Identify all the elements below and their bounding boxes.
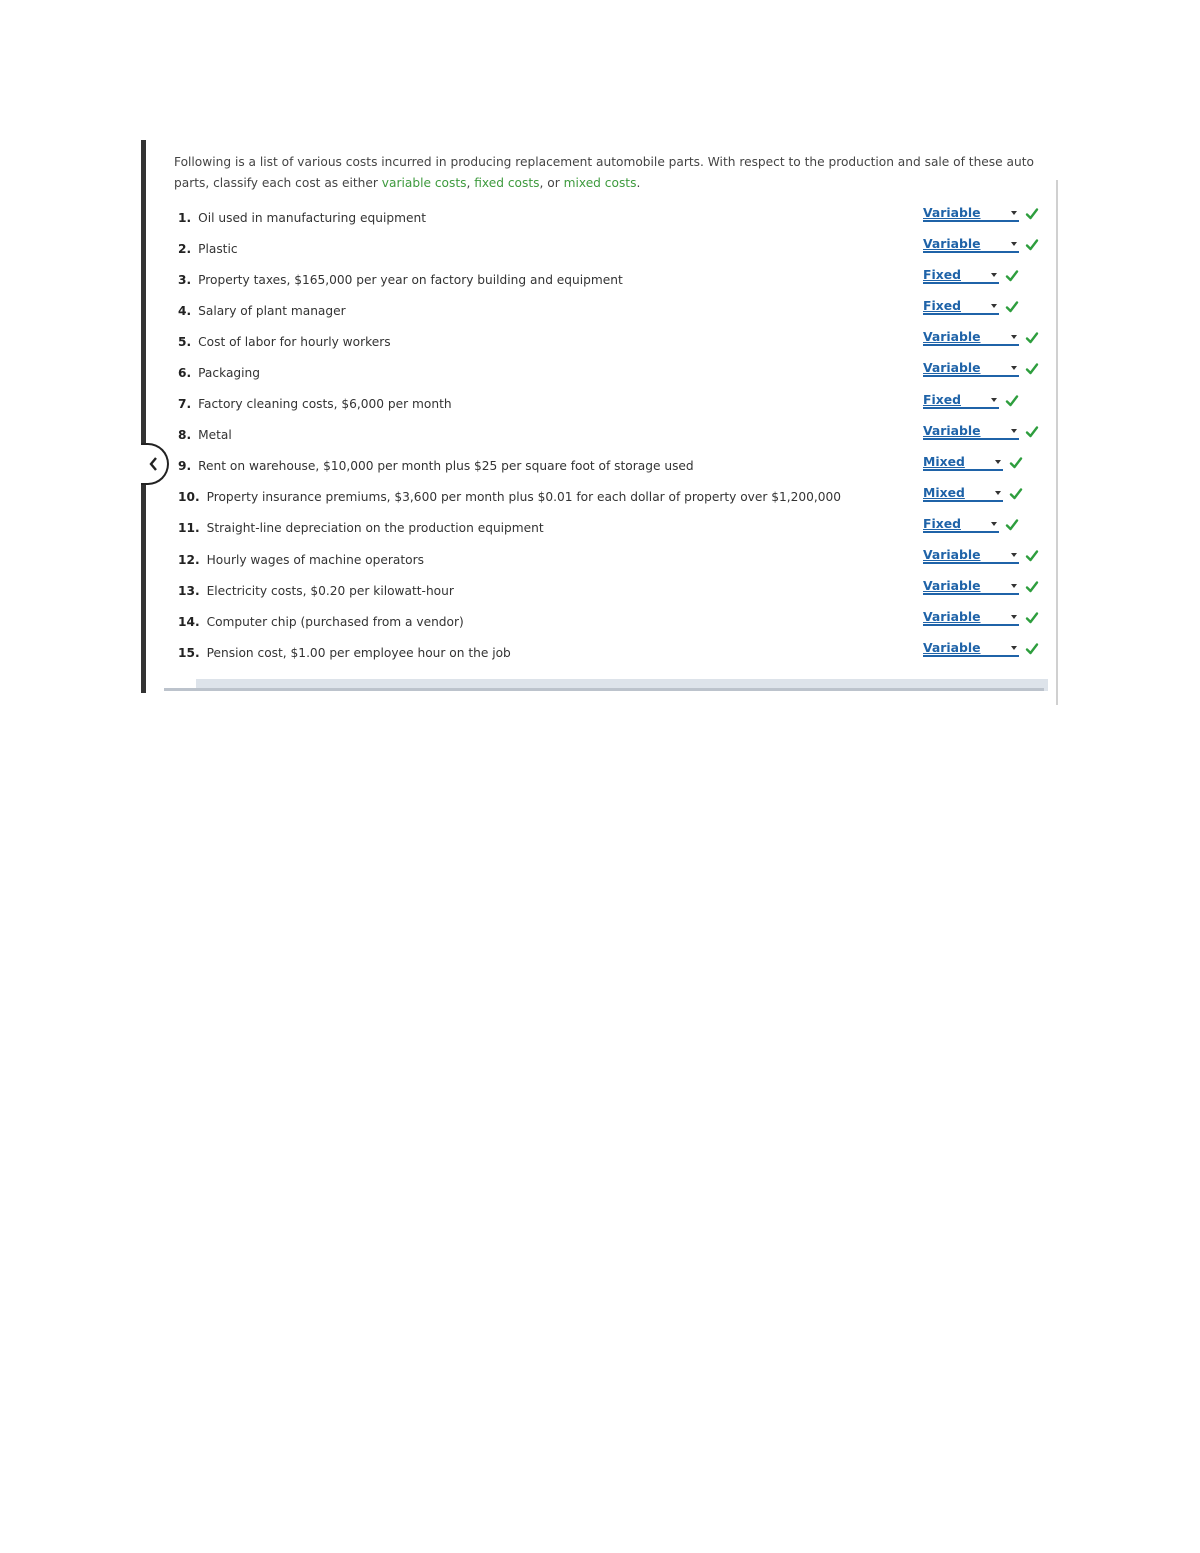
dropdown-selected-value: Mixed xyxy=(923,453,965,469)
question-row xyxy=(178,264,1048,295)
classification-dropdown[interactable] xyxy=(923,455,1003,471)
answer-group xyxy=(923,361,1039,377)
check-icon xyxy=(1005,518,1019,532)
check-icon xyxy=(1025,580,1039,594)
question-row xyxy=(178,606,1048,637)
classification-dropdown[interactable] xyxy=(923,486,1003,502)
check-icon xyxy=(1025,207,1039,221)
question-number: 8. xyxy=(178,428,192,443)
question-number: 9. xyxy=(178,459,192,474)
question-number: 2. xyxy=(178,241,192,256)
chevron-down-icon xyxy=(991,398,997,402)
dropdown-selected-value: Mixed xyxy=(923,484,965,500)
question-number: 10. xyxy=(178,490,200,505)
question-number: 11. xyxy=(178,521,200,536)
check-icon xyxy=(1025,425,1039,439)
dropdown-selected-value: Fixed xyxy=(923,267,961,283)
answer-group xyxy=(923,486,1023,502)
question-list xyxy=(178,202,1048,668)
answer-group xyxy=(923,424,1039,440)
question-row xyxy=(178,389,1048,420)
panel-bottom-divider xyxy=(164,688,1044,691)
question-row xyxy=(178,357,1048,388)
chevron-down-icon xyxy=(1011,242,1017,246)
answer-group xyxy=(923,299,1019,315)
collapse-sidebar-button[interactable] xyxy=(141,443,169,485)
question-text: Salary of plant manager xyxy=(198,303,346,318)
chevron-down-icon xyxy=(1011,335,1017,339)
question-number: 6. xyxy=(178,366,192,381)
check-icon xyxy=(1025,331,1039,345)
classification-dropdown[interactable] xyxy=(923,610,1019,626)
classification-dropdown[interactable] xyxy=(923,548,1019,564)
dropdown-selected-value: Variable xyxy=(923,422,981,438)
chevron-down-icon xyxy=(1011,366,1017,370)
dropdown-selected-value: Fixed xyxy=(923,515,961,531)
question-text: Cost of labor for hourly workers xyxy=(198,334,391,349)
dropdown-selected-value: Variable xyxy=(923,578,981,594)
question-number: 1. xyxy=(178,210,192,225)
question-row xyxy=(178,575,1048,606)
question-text: Metal xyxy=(198,428,232,443)
question-text: Plastic xyxy=(198,241,238,256)
dropdown-selected-value: Variable xyxy=(923,329,981,345)
classification-dropdown[interactable] xyxy=(923,268,999,284)
term-fixed-costs[interactable]: fixed costs xyxy=(474,176,540,190)
chevron-down-icon xyxy=(1011,553,1017,557)
answer-group xyxy=(923,455,1023,471)
answer-group xyxy=(923,206,1039,222)
question-row xyxy=(178,513,1048,544)
check-icon xyxy=(1025,549,1039,563)
classification-dropdown[interactable] xyxy=(923,517,999,533)
question-text: Hourly wages of machine operators xyxy=(206,552,424,567)
answer-group xyxy=(923,610,1039,626)
question-number: 4. xyxy=(178,303,192,318)
chevron-down-icon xyxy=(991,273,997,277)
check-icon xyxy=(1025,611,1039,625)
question-text: Electricity costs, $0.20 per kilowatt-hour xyxy=(206,583,454,598)
question-row xyxy=(178,202,1048,233)
question-text: Property taxes, $165,000 per year on factory building and equipment xyxy=(198,272,623,287)
check-icon xyxy=(1009,456,1023,470)
vertical-scrollbar[interactable] xyxy=(1056,180,1058,705)
question-number: 7. xyxy=(178,397,192,412)
question-number: 15. xyxy=(178,645,200,660)
classification-dropdown[interactable] xyxy=(923,579,1019,595)
answer-group xyxy=(923,579,1039,595)
classification-dropdown[interactable] xyxy=(923,206,1019,222)
question-row xyxy=(178,420,1048,451)
answer-group xyxy=(923,517,1019,533)
classification-dropdown[interactable] xyxy=(923,330,1019,346)
answer-group xyxy=(923,393,1019,409)
dropdown-selected-value: Fixed xyxy=(923,391,961,407)
answer-group xyxy=(923,268,1019,284)
chevron-left-icon xyxy=(149,456,159,472)
check-icon xyxy=(1025,362,1039,376)
question-text: Computer chip (purchased from a vendor) xyxy=(206,614,464,629)
term-mixed-costs[interactable]: mixed costs xyxy=(563,176,637,190)
question-row xyxy=(178,637,1048,668)
check-icon xyxy=(1025,642,1039,656)
classification-dropdown[interactable] xyxy=(923,299,999,315)
chevron-down-icon xyxy=(991,522,997,526)
chevron-down-icon xyxy=(1011,211,1017,215)
term-variable-costs[interactable]: variable costs xyxy=(381,176,467,190)
question-text: Oil used in manufacturing equipment xyxy=(198,210,426,225)
answer-group xyxy=(923,237,1039,253)
question-text: Packaging xyxy=(198,366,260,381)
question-text: Factory cleaning costs, $6,000 per month xyxy=(198,397,452,412)
question-panel xyxy=(141,140,1058,693)
question-number: 13. xyxy=(178,583,200,598)
question-number: 14. xyxy=(178,614,200,629)
chevron-down-icon xyxy=(991,304,997,308)
chevron-down-icon xyxy=(995,491,1001,495)
check-icon xyxy=(1005,269,1019,283)
check-icon xyxy=(1005,394,1019,408)
answer-group xyxy=(923,330,1039,346)
chevron-down-icon xyxy=(1011,646,1017,650)
check-icon xyxy=(1009,487,1023,501)
question-row xyxy=(178,295,1048,326)
dropdown-selected-value: Variable xyxy=(923,360,981,376)
dropdown-selected-value: Variable xyxy=(923,547,981,563)
classification-dropdown[interactable] xyxy=(923,237,1019,253)
chevron-down-icon xyxy=(1011,584,1017,588)
question-row xyxy=(178,233,1048,264)
answer-group xyxy=(923,641,1039,657)
question-number: 12. xyxy=(178,552,200,567)
dropdown-selected-value: Fixed xyxy=(923,298,961,314)
question-text: Straight-line depreciation on the production equipment xyxy=(206,521,544,536)
question-row xyxy=(178,326,1048,357)
question-text: Property insurance premiums, $3,600 per month plus $0.01 for each dollar of property over $1,200,000 xyxy=(206,490,842,505)
question-text: Pension cost, $1.00 per employee hour on the job xyxy=(206,645,511,660)
chevron-down-icon xyxy=(1011,429,1017,433)
classification-dropdown[interactable] xyxy=(923,424,1019,440)
question-row xyxy=(178,482,1048,513)
check-icon xyxy=(1025,238,1039,252)
chevron-down-icon xyxy=(1011,615,1017,619)
chevron-down-icon xyxy=(995,460,1001,464)
dropdown-selected-value: Variable xyxy=(923,609,981,625)
classification-dropdown[interactable] xyxy=(923,361,1019,377)
classification-dropdown[interactable] xyxy=(923,641,1019,657)
question-number: 3. xyxy=(178,272,192,287)
question-number: 5. xyxy=(178,334,192,349)
classification-dropdown[interactable] xyxy=(923,393,999,409)
question-text: Rent on warehouse, $10,000 per month plus $25 per square foot of storage used xyxy=(198,459,694,474)
dropdown-selected-value: Variable xyxy=(923,640,981,656)
answer-group xyxy=(923,548,1039,564)
question-row xyxy=(178,544,1048,575)
question-instructions: Following is a list of various costs incurred in producing replacement automobile parts. With respect to the production and sale of these auto parts, classify each cost as either variable costs, fixed costs, or mixed costs. xyxy=(174,155,1034,190)
check-icon xyxy=(1005,300,1019,314)
question-row xyxy=(178,451,1048,482)
dropdown-selected-value: Variable xyxy=(923,205,981,220)
dropdown-selected-value: Variable xyxy=(923,236,981,252)
